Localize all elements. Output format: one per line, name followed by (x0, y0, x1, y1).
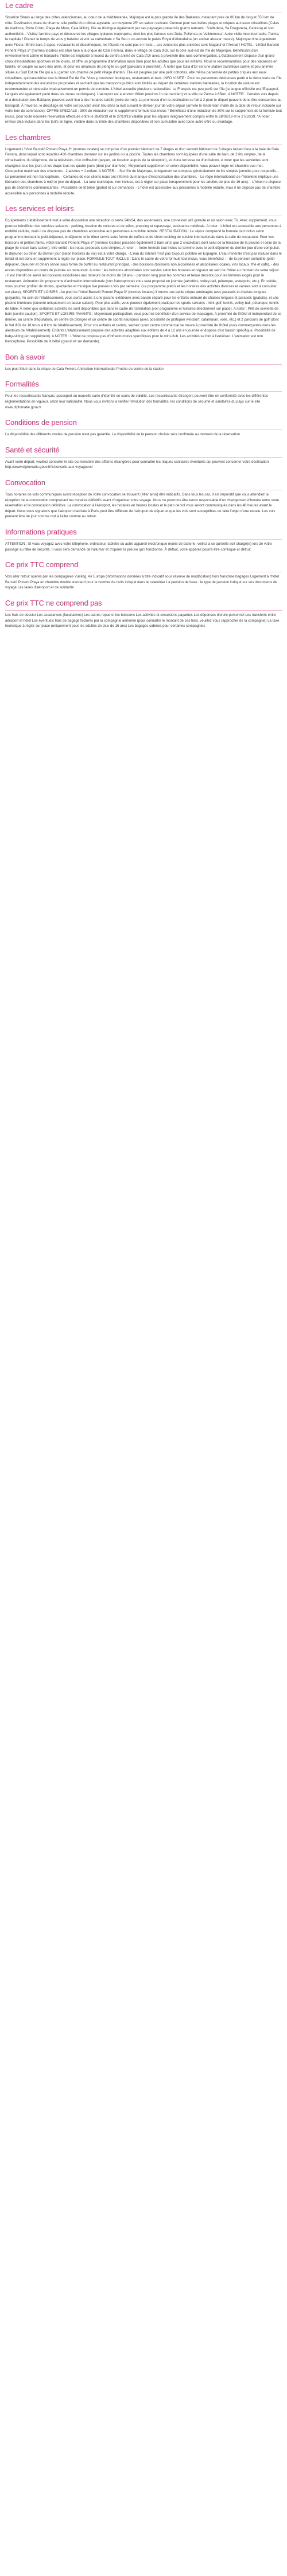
section-title: Santé et sécurité (5, 446, 282, 458)
section-paragraph: Les plus Situé dans la crique de Cala Ferrera Animation internationale Proche du centre de la station (5, 366, 164, 371)
section-title: Formalités (5, 380, 282, 392)
section-title: Les services et loisirs (5, 204, 282, 216)
document-page (0, 0, 287, 643)
section-le-cadre (5, 1, 282, 125)
section-conditions-pension (5, 418, 282, 438)
section-prix-ne-comprend-pas (5, 599, 282, 629)
section-paragraph: Pour les ressortissants français, passeport ou nouvelle carte d'identité en cours de validité. Les ressortissants étrangers peuvent être en conformité avec les différentes réglementations en vigueur, selon leur nationalité. Nous vous invitons à vérifier l'évolution des formalités, les conditions de sécurité et sanitaires du pays sur le site www.diplomatie.gouv.fr (5, 394, 269, 409)
section-formalites (5, 380, 282, 410)
section-paragraph: Situation Situés au large des côtes valenciennes, au cœur de la méditerranée, Majorque est la plus grande île des Baléares, mesurant près de 80 km de long et 550 km de côte. Destination phare de charme, elle profite d'un climat agréable, en moyenne 25° en saison estivale. Connue pour ses belles plages et criques aux eaux cristallines (Calas de mallorca, Porto Cristo, Playa de Muro, Cala Millor), l'île se distingue également par ses paysages préservés (parcs naturels : S'Albufera, Sa Dragonera, Cabrera) et son authenticité... Visitez l'arrière-pays et découvrez les villages typiques majorquins, dont les plus fameux sont Deia, Pollensa ou Valldemosa ! Autre visite incontournable, Palma, la capitale ! Prenez le temps de vous y balader et voir sa cathédrale « Sa Seu » ou encore le palais Royal d'Almudaina (un ancien alcazar maure). Majorque rime également avec Fiesta ! Entre bars à tapas, restaurants et discothèques, les fêtards ne sont pas en reste... Les zones les plus animées sont Magaluf et l'Arenal ! HOTEL : L'hôtel Barceló Ponent Playa 3* (normes locales) est situé face à la crique de Cala Ferrera, dans le village de Cala d'Or, sur la côte sud-est de l'île de Majorque. Bénéficiant d'un environnement calme et tranquille, l'hôtel est implanté à l'ouest du centre animé de Cala d'Or avec à proximité des rues commerçantes. L'établissement dispose d'un grand choix d'installations sportives et de loisirs, et offre un programme d'animation aussi bien pour les adultes que pour les enfants. Nous le recommandons pour des vacances en famille, en couple ou avec des amis, et pour les amateurs de plongée ou golf (parcours à proximité). À noter que Cala d'Or est une station touristique calme et peu animée située au Sud Est de l'île qui a su garder son charme de petit village d'antan. Elle est peuplée par une petit cohortes, elle même parsemée de petites criques aux eaux cristallines, qui caractérise tout le littoral Est de l'île. Vous y trouverez boutiques, restaurants et bars. INFO VISITE : Pour les personnes désireuses partir à la découverte de l'île indépendamment des excursions proposées et sachant que les transports publics sont limités au départ de certaines stations balnéaires, la location de voiture est recommandée et nécessite impérativement un permis de conduire. L'hôtel accueille plusieurs nationalités. Le Français est peu parlé sur l'île (la langue officielle est l'Espagnol, l'anglais est également parlé dans les zones touristiques). L'aéroport est à environ 60km (environ 1h de transfert) et la ville de Palma à 65km. A NOTER : Certains vols depuis et à destination des Baléares peuvent avoir lieu à des horaires tardifs (voire de nuit). La promesse d'en la destination se fait à 2 pour le départ peuvent donc être consacrées au transport. À l'inverse, le décollage de votre vol pouvant avoir lieu dans la nuit suivant le dernier jour de votre séjour (arrivée le lendemain matin de la date de retour indiquée sur votre bon de commande). OFFRE SPECIALE : 30% de réduction sur le supplément formule tout inclus * Bénéficiez d'une réduction de 30% sur le supplément de la formule tout inclus, pour toute nouvelle réservation effectuée entre le 28/09/19 et le 27/10/19 valable pour les séjours intégralement compris entre le 28/09/19 et le 27/10/19. *A noter : remise déjà incluse dans les tarifs en ligne, valable dans la limite des chambres disponibles et non cumulable avec toute autre offre ou avantage. (5, 15, 282, 124)
section-sante-securite (5, 446, 282, 470)
section-paragraph: La disponibilité des différents modes de pension n'est pas garantie. La disponibilité de la pension choisie sera confirmée au moment de la réservation. (5, 432, 241, 437)
section-paragraph: Logement L'hôtel Barceló Ponent Playa 3* (normes locales) se compose d'un premier bâtiment de 7 étages et d'un second bâtiment de 3 étages faisant face à la baie de Cala Ferrera, dans lequel sont réparties 430 chambres donnant sur les jardins ou la piscine. Toutes les chambres sont équipées d'une salle de bain, de 2 lits simples, de la climatisation, du téléphone, de la télévision, d'un coffre-fort (payant, en location auprès de la réception), et d'une terrasse ou d'un balcon. A noter que les serviettes sont changées tous les jours et les draps tous les quatre jours (dont jour d'arrivée). Moyennant supplément et selon disponibilité, vous pouvez loger en chambre vue mer. Occupation maximale des chambres : 2 adultes + 1 enfant. A NOTER : - Sur l'île de Majorque, le logement se compose généralement de lits simples jumelés pour respectifs. - Le personnel est non francophone. - Certaines de nos clients nous ont informé du manque d'insonorisation des chambres. - Le règle internationale de l'hôtellerie implique une libération des chambres à midi le jour du départ. - La taxe touristique, non incluse, est à régler sur place lorsquemment pour les adultes de plus de 16 ans). - L'hôtel ne dispose pas de chambres communicantes - Possibilité de lit bébé (gratuit et sur demande). - L'hôtel est accessible aux personnes à mobilité réduite, mais il ne dispose pas de chambre accessible aux personnes à mobilité réduite. (5, 147, 281, 196)
section-paragraph: ATTENTION : Si vous voyagez avec votre téléphone, ordinateur, tablette ou autre appareil électronique munis de batterie, veillez à ce qu'il/elle soit chargé(e) lors de votre passage au filtre de sécurité. Il vous sera demandé de l'allumer et d'opérer la preuve qu'il fonctionne. À défaut, votre appareil pourra être confisqué et détruit. (5, 542, 272, 552)
section-prix-comprend (5, 560, 282, 591)
section-title: Le cadre (5, 1, 282, 13)
section-title: Conditions de pension (5, 418, 282, 430)
section-paragraph: Les frais de dossier Les assurances (facultatives) Les autres repas et les boissons Les activités et excursions payantes Les dépenses d'ordre personnel Les transferts entre aéroport et hôtel Les éventuels frais de bagage facturés par la compagnie aérienne (pour connaître le montant de ces frais, veuillez vous rapprocher de la compagnie) La taxe touristique à régler sur place (uniquement pour les adultes de plus de 16 ans) Les bagages cabines pour certaines compagnies (5, 612, 280, 629)
section-paragraph: Vols aller retour opérés par les compagnies Vueling, Air Europa (informations données à titre indicatif sous réserve de modification) hors franchise bagages Logement à l'hôtel Barceló Ponent Playa en chambre double standard pour le nombre de nuits indiqué dans le calendrier La pension de base : le type de pension indiqué sur vos documents de voyage Les taxes d'aéroport et de solidarité (5, 575, 279, 590)
section-services-loisirs (5, 204, 282, 345)
section-convocation (5, 478, 282, 520)
section-paragraph: Avant votre départ, veuillez consulter le site du ministère des affaires étrangères pour connaître les risques sanitaires éventuels qui peuvent concerner votre destination: http://www.diplomatie.gouv.fr/fr/conseils-aux-voyageurs/ (5, 459, 270, 470)
section-title: Les chambres (5, 133, 282, 145)
section-title: Ce prix TTC ne comprend pas (5, 599, 282, 611)
section-bon-a-savoir (5, 353, 282, 372)
section-title: Convocation (5, 478, 282, 490)
section-paragraph: Equipements L'établissement met à votre disposition une réception ouverte 24h/24, des ascenseurs, une connexion wifi gratuite et un salon avec TV. Avec supplément, vous pourrez bénéficier des services suivants : parking, location de voitures et de vélos, pressing et repassage, assistance médicale. A noter : L'hôtel est accessible aux personnes à mobilité réduite, mais il ne dispose pas de chambres accessible aux personnes à mobilité réduite. RESTAURATION : Le séjour comprend la formule tout inclus selon programme incluant le petit-déjeuner, le déjeuner et le dîner servis sous forme de buffets et de show cooking de cuisine internationale dans la salle du restaurant. Pour vos boissons et petites faims, Hôtel Barceló Ponent Playa 3* (normes locales) possède également 2 bars ainsi que 2 snack/bars dont celui de la terrasse de la piscine et celui de la plage (le snack bars saison). Info vérité : les repas proposés sont simples. A noter : - Votre formule tout inclus se termine avec le petit déjeuner du dernier jour d'une compulsé, le déjeuner ou dîner du dernier jour (selon horaires du vol) est à votre charge. - L'eau du robinet n'est pas toujours potable en Espagne. L'eau minérale n'est pas incluse dans le forfait et est donc en supplément à régler sur place. FORMULE TOUT INCLUS : Dans le cadre de votre formule tout inclus, vous bénéficiez : - de la pension complète (petit-déjeuner, déjeuner et dîner) servie sous forme de buffet au restaurant principal, - des boissons (boissons non alcoolisées et alcoolisées locales, vins locaux, thé et café), - des encas disponibles en cours de journée au restaurant. A noter : les boissons alcoolisées sont servies selon les horaires en vigueur au sein de l'hôtel au moment de votre séjour. - Il est interdit de servir les boissons alcoolisées aux mineurs de moins de 18 ans. - pantalon long pour les hommes et tenue décente pour les femmes exigés pour le restaurant. Animation Un programme d'animation internationale (non francophone) vous sera proposé en journée (aérobics, volley-ball, pétanque, waterpolo, etc.). En soirée, vous pourrez profiter de shows, spectacles et musique live plusieurs fois par semaine. (Le programme précis et les horaires des activités diverses et variées sont à consulter sur place). SPORTS ET LOISIRS : Au pied de l'hôtel Barceló Ponent Playa 3* (normes locales) il trouve une petite crique aménagée avec parasols et chaises longues (payants). Au sein de l'établissement, vous aurez accès à une piscine extérieure avec bassin séparé pour les enfants entouré de chaises longues et parasols (gratuits), et une piscine intérieure (ouverte uniquement en basse saison). Pour plus actifs, vous pourrez également pratiquer les sports suivants : mini-golf, tennis, volley-ball, pétanque, tennis de table. À noter que certaines activités ne sont disponibles que dans le cadre de l'animation (voir programme et horaires directement sur place). A noter : Prêt de serviette de bain (contre caution). SPORTS ET LOISIRS PAYANTS : Moyennant participation, vous pourrez bénéficier d'un service de massages. A proximité de l'hôtel et indépendant de ce dernier, au centre d'équitation, un centre de plongée et un centre de sports nautiques (avec possibilité de pratiquer windsurf, catamaran, voile, etc.) et 2 parcours de golf (dont le Val d'Or de 18 trous à 8 km de l'établissement). Pour vos enfants et cadets, sachez qu'un centre commercial se trouve à proximité de l'hôtel (rues commerçantes dans les alentours de l'établissement). Enfants L'établissement propose des activités adaptées aux enfants de 4 à 12 ans en journée et dispose d'un bassin spécifique. Possibilité de baby-sitting (en supplément). A NOTER : L'hôtel ne propose pas d'infrastructures spécifiques pour le mini-club. Les activités se font à l'extérieur. L'animation est non francophone. Possibilité de lit bébé (gratuit et sur demande). (5, 218, 282, 344)
section-paragraph: Tous horaires de vols communiqués avant réception de votre convocation se trouvent (Aller ainsi) être indicatifs. Dans tous les cas, il est impératif que vous attendiez la réception de la convocation comprenant les horaires définitifs avant d'organiser votre voyage. Nous ne pourrons être tenus responsable d'un changement d'horaire entre votre réservation et la convocation définitive. La convocation à l'aéroport, les horaires en heures locales et le plan de vol vous seront communiqués dans les 48 heures avant le départ. Nous vous signalons que l'aéroport d'arrivée à Paris peut être différent de l'aéroport de départ et que les vols sont susceptibles de faire l'objet d'une escale. Les vols peuvent être de jour comme nuit à l'aller comme au retour. (5, 493, 280, 519)
section-title: Ce prix TTC comprend (5, 560, 282, 572)
section-title: Bon à savoir (5, 353, 282, 365)
section-les-chambres (5, 133, 282, 196)
section-informations-pratiques (5, 528, 282, 552)
section-title: Informations pratiques (5, 528, 282, 540)
